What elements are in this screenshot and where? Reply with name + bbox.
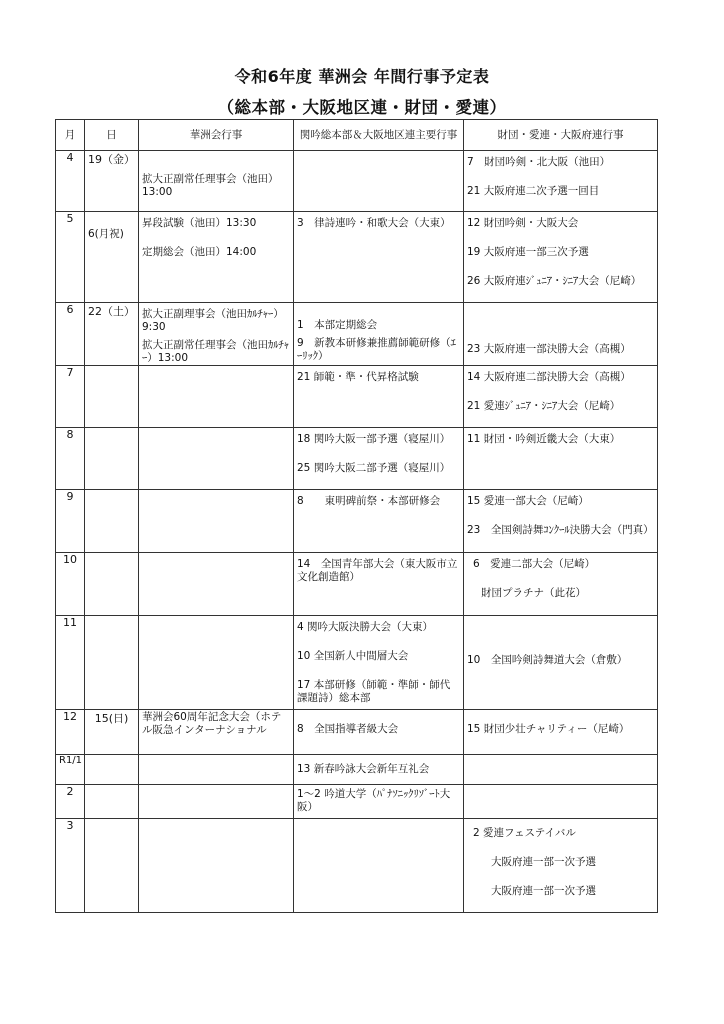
kanshin-cell (294, 490, 464, 553)
table-row (56, 366, 658, 428)
event-text: 4 関吟大阪決勝大会（大東） (297, 621, 434, 633)
event-text: 6 愛連二部大会（尼崎） (473, 558, 596, 570)
zaidan-cell (464, 151, 658, 212)
month-cell: 7 (56, 366, 85, 428)
month-cell: 3 (56, 819, 85, 913)
event-text: 23 大阪府連一部決勝大会（高槻） (467, 343, 631, 355)
event-text: 17 本部研修（師範・準師・師代課題詩）総本部 (297, 679, 451, 704)
month-cell: R1/1 (56, 755, 85, 785)
header-row (56, 120, 658, 151)
event-text: 1～2 吟道大学（ﾊﾟﾅｿﾆｯｸﾘｿﾞｰﾄ大阪） (297, 788, 451, 813)
event-text: 13 新春吟詠大会新年互礼会 (297, 763, 430, 775)
zaidan-cell (464, 212, 658, 303)
kanshin-cell (294, 755, 464, 785)
event-text: 華洲会60周年記念大会（ホテル阪急インターナショナル (142, 711, 282, 736)
event-text: 12 財団吟剣・大阪大会 (467, 217, 579, 229)
event-text: 定期総会（池田）14:00 (142, 246, 257, 258)
event-text: 18 関吟大阪一部予選（寝屋川） (297, 433, 451, 445)
event-text: 財団プラチナ（此花） (481, 587, 586, 599)
event-text: 25 関吟大阪二部予選（寝屋川） (297, 462, 451, 474)
table-row (56, 428, 658, 490)
event-text: 21 大阪府連二次予選一回目 (467, 185, 600, 197)
kashu-cell (139, 212, 294, 303)
day-cell (85, 212, 139, 303)
header-zaidan-events: 財団・愛連・大阪府連行事 (464, 120, 658, 151)
event-text: 8 全国指導者級大会 (297, 723, 399, 735)
kashu-cell (139, 819, 294, 913)
day-cell (85, 616, 139, 710)
kanshin-cell (294, 710, 464, 755)
event-text: 15 愛連一部大会（尼崎） (467, 495, 589, 507)
kashu-cell (139, 785, 294, 819)
header-kashu-events: 華洲会行事 (139, 120, 294, 151)
kanshin-cell (294, 212, 464, 303)
day-cell (85, 553, 139, 616)
month-cell: 4 (56, 151, 85, 212)
table-row (56, 212, 658, 303)
event-text: 21 愛連ｼﾞｭﾆｱ・ｼﾆｱ大会（尼崎） (467, 400, 621, 412)
header-day: 日 (85, 120, 139, 151)
table-row (56, 553, 658, 616)
kanshin-cell (294, 819, 464, 913)
month-cell: 6 (56, 303, 85, 366)
kashu-cell (139, 428, 294, 490)
event-text: 21 師範・準・代昇格試験 (297, 371, 419, 383)
kanshin-cell (294, 151, 464, 212)
document-subtitle: （総本部・大阪地区連・財団・愛連） (217, 98, 507, 117)
month-cell: 9 (56, 490, 85, 553)
table-row (56, 616, 658, 710)
day-cell (85, 755, 139, 785)
table-row (56, 819, 658, 913)
event-text: 大阪府連一部一次予選 (491, 856, 596, 868)
zaidan-cell (464, 785, 658, 819)
kashu-cell (139, 616, 294, 710)
header-month: 月 (56, 120, 85, 151)
event-text: 19 大阪府連一部三次予選 (467, 246, 589, 258)
zaidan-cell (464, 755, 658, 785)
kanshin-cell (294, 553, 464, 616)
day-cell: 19（金） (85, 151, 139, 212)
event-text: 3 律詩連吟・和歌大会（大東） (297, 217, 451, 229)
zaidan-cell (464, 428, 658, 490)
event-text: 10 全国吟剣詩舞道大会（倉敷） (467, 654, 628, 666)
kanshin-cell (294, 303, 464, 366)
event-text: 1 本部定期総会 (297, 319, 378, 331)
zaidan-cell (464, 710, 658, 755)
month-cell: 5 (56, 212, 85, 303)
kanshin-cell (294, 785, 464, 819)
day-cell: 15(日) (85, 710, 139, 755)
schedule-table (55, 119, 658, 913)
event-text: 14 全国青年部大会（東大阪市立文化創造館） (297, 558, 458, 583)
month-cell: 10 (56, 553, 85, 616)
day-text: 6(月祝) (88, 228, 124, 240)
event-text: 15 財団少壮チャリティー（尼崎） (467, 723, 630, 735)
day-cell (85, 490, 139, 553)
table-row (56, 755, 658, 785)
table-row (56, 785, 658, 819)
event-text: 拡大正副常任理事会（池田）13:00 (142, 173, 279, 198)
month-cell: 2 (56, 785, 85, 819)
table-row (56, 151, 658, 212)
event-text: 拡大正副常任理事会（池田ｶﾙﾁｬｰ）13:00 (142, 339, 289, 364)
day-cell (85, 428, 139, 490)
kanshin-cell (294, 616, 464, 710)
event-text: 9 新教本研修兼推薦師範研修（ｴｰﾘｯｸ） (297, 337, 456, 362)
table-row (56, 710, 658, 755)
kashu-cell (139, 710, 294, 755)
event-text: 大阪府連一部一次予選 (491, 885, 596, 897)
event-text: 26 大阪府連ｼﾞｭﾆｱ・ｼﾆｱ大会（尼崎） (467, 275, 642, 287)
event-text: 14 大阪府連二部決勝大会（高槻） (467, 371, 631, 383)
kashu-cell (139, 553, 294, 616)
zaidan-cell (464, 819, 658, 913)
kashu-cell (139, 755, 294, 785)
table-row (56, 490, 658, 553)
zaidan-cell (464, 303, 658, 366)
day-cell (85, 819, 139, 913)
event-text: 拡大正副理事会（池田ｶﾙﾁｬｰ）9:30 (142, 308, 284, 333)
event-text: 昇段試験（池田）13:30 (142, 217, 257, 229)
kashu-cell (139, 366, 294, 428)
kashu-cell (139, 151, 294, 212)
event-text: 23 全国剣詩舞ｺﾝｸｰﾙ決勝大会（門真） (467, 524, 654, 536)
event-text: 7 財団吟剣・北大阪（池田） (467, 156, 611, 168)
table-row (56, 303, 658, 366)
month-cell: 12 (56, 710, 85, 755)
kanshin-cell (294, 366, 464, 428)
day-cell: 22（土） (85, 303, 139, 366)
zaidan-cell (464, 366, 658, 428)
zaidan-cell (464, 553, 658, 616)
zaidan-cell (464, 616, 658, 710)
event-text: 2 愛連フェステイバル (473, 827, 576, 839)
document-title: 令和6年度 華洲会 年間行事予定表 (234, 67, 490, 86)
kashu-cell (139, 490, 294, 553)
event-text: 10 全国新人中間層大会 (297, 650, 409, 662)
month-cell: 8 (56, 428, 85, 490)
header-kanshin-events: 関吟総本部＆大阪地区連主要行事 (294, 120, 464, 151)
day-cell (85, 785, 139, 819)
kanshin-cell (294, 428, 464, 490)
zaidan-cell (464, 490, 658, 553)
month-cell: 11 (56, 616, 85, 710)
day-cell (85, 366, 139, 428)
event-text: 11 財団・吟剣近畿大会（大東） (467, 433, 621, 445)
event-text: 8 東明碑前祭・本部研修会 (297, 495, 441, 507)
kashu-cell (139, 303, 294, 366)
